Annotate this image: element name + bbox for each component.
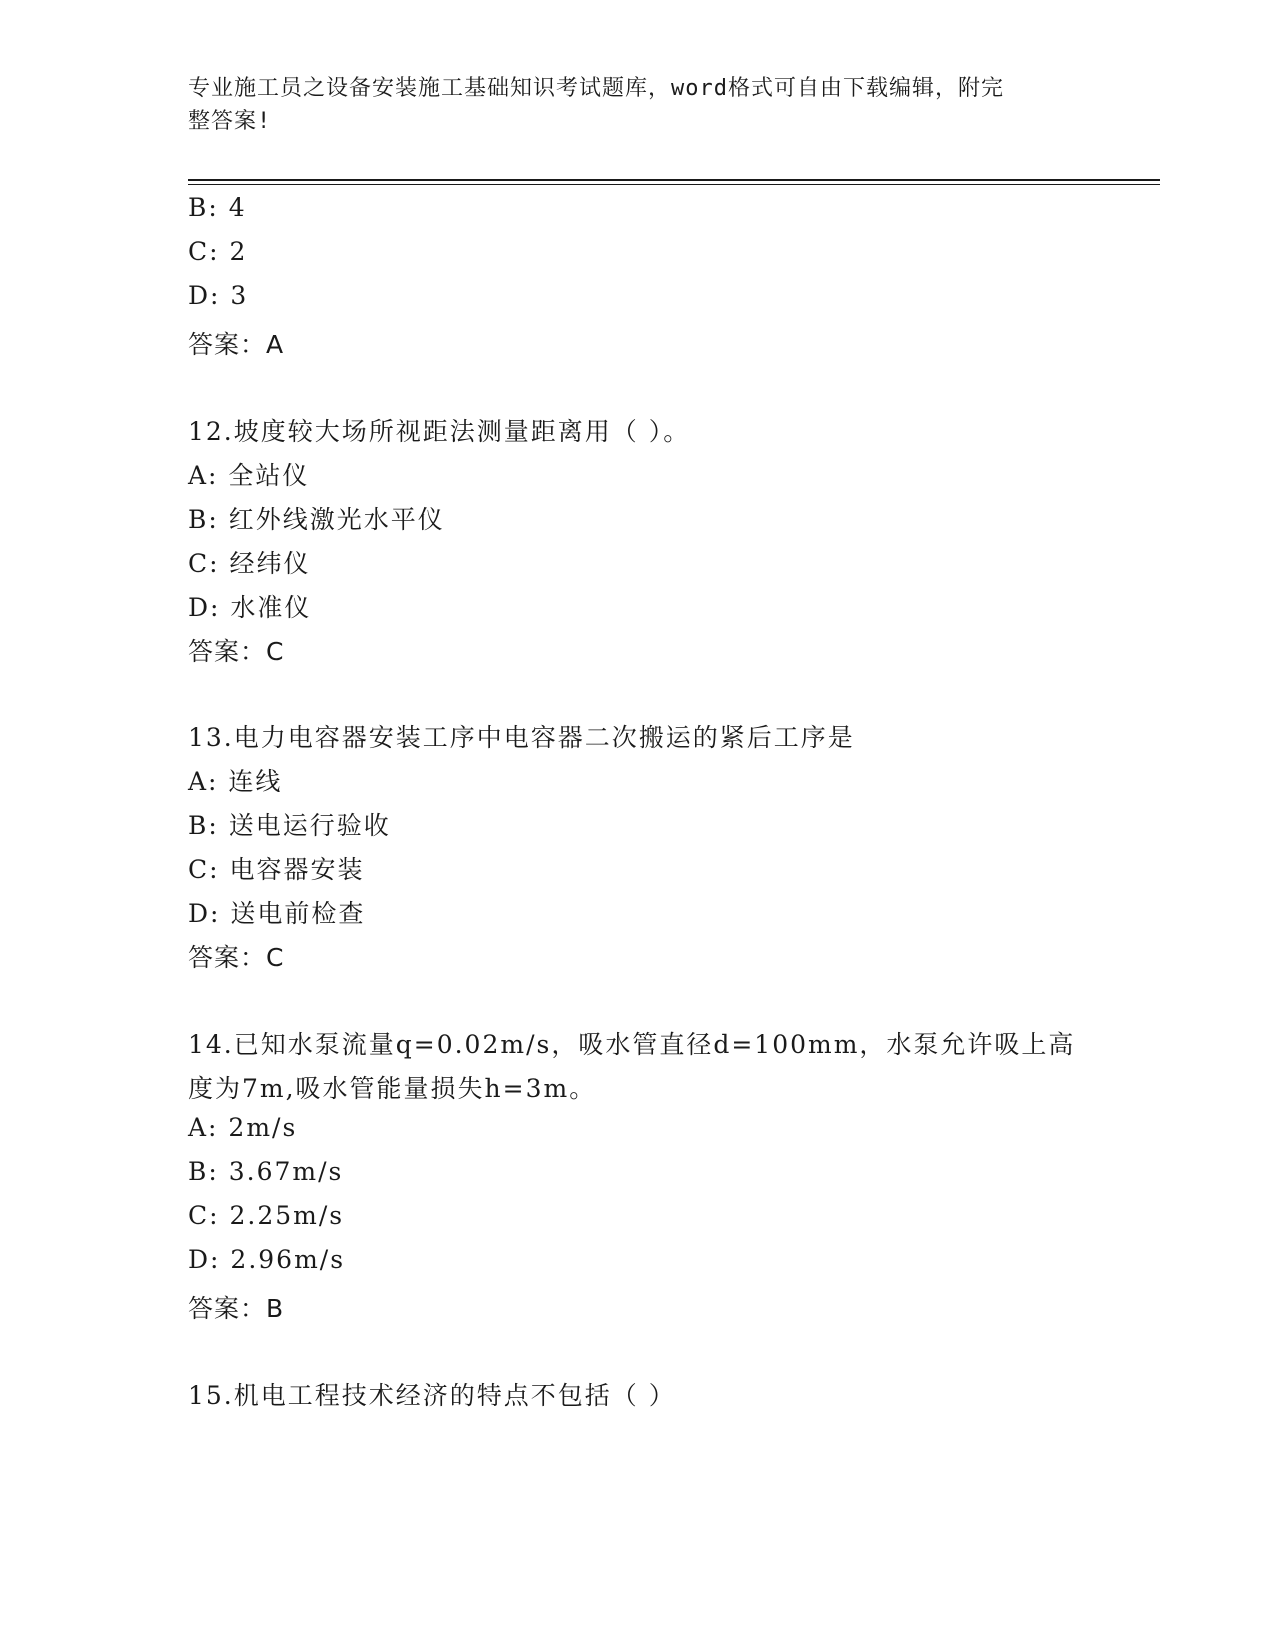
- q12-option-a: A: 全站仪: [188, 461, 310, 490]
- q14-question-line-1: 14.已知水泵流量q=0.02m/s，吸水管直径d=100mm，水泵允许吸上高: [188, 1030, 1076, 1059]
- header-title-line-1: 专业施工员之设备安装施工基础知识考试题库，word格式可自由下载编辑，附完: [188, 76, 1004, 101]
- q13-question: 13.电力电容器安装工序中电容器二次搬运的紧后工序是: [188, 723, 855, 752]
- q13-option-b: B: 送电运行验收: [188, 811, 391, 840]
- document-header: [188, 72, 1068, 138]
- q13-answer: 答案：C: [188, 943, 285, 972]
- q11-option-c: C: 2: [188, 237, 248, 266]
- q12-question: 12.坡度较大场所视距法测量距离用（ ）。: [188, 417, 691, 446]
- q13-option-c: C: 电容器安装: [188, 855, 365, 884]
- q14-option-d: D: 2.96m/s: [188, 1245, 346, 1274]
- q14-answer: 答案：B: [188, 1294, 285, 1323]
- q12-option-b: B: 红外线激光水平仪: [188, 505, 445, 534]
- header-title-line-2: 整答案!: [188, 109, 272, 134]
- q14-option-b: B: 3.67m/s: [188, 1157, 344, 1186]
- q13-option-d: D: 送电前检查: [188, 899, 366, 928]
- q12-option-d: D: 水准仪: [188, 593, 312, 622]
- q11-option-b: B: 4: [188, 193, 247, 222]
- q15-question: 15.机电工程技术经济的特点不包括（ ）: [188, 1381, 676, 1410]
- q11-answer: 答案：A: [188, 330, 285, 359]
- q11-option-d: D: 3: [188, 281, 249, 310]
- q14-option-c: C: 2.25m/s: [188, 1201, 345, 1230]
- header-divider-thick: [188, 179, 1160, 181]
- q12-option-c: C: 经纬仪: [188, 549, 311, 578]
- q12-answer: 答案：C: [188, 637, 285, 666]
- q13-option-a: A: 连线: [188, 767, 283, 796]
- q14-option-a: A: 2m/s: [188, 1113, 298, 1142]
- header-divider-thin: [188, 184, 1160, 185]
- q14-question-line-2: 度为7m,吸水管能量损失h=3m。: [188, 1074, 597, 1103]
